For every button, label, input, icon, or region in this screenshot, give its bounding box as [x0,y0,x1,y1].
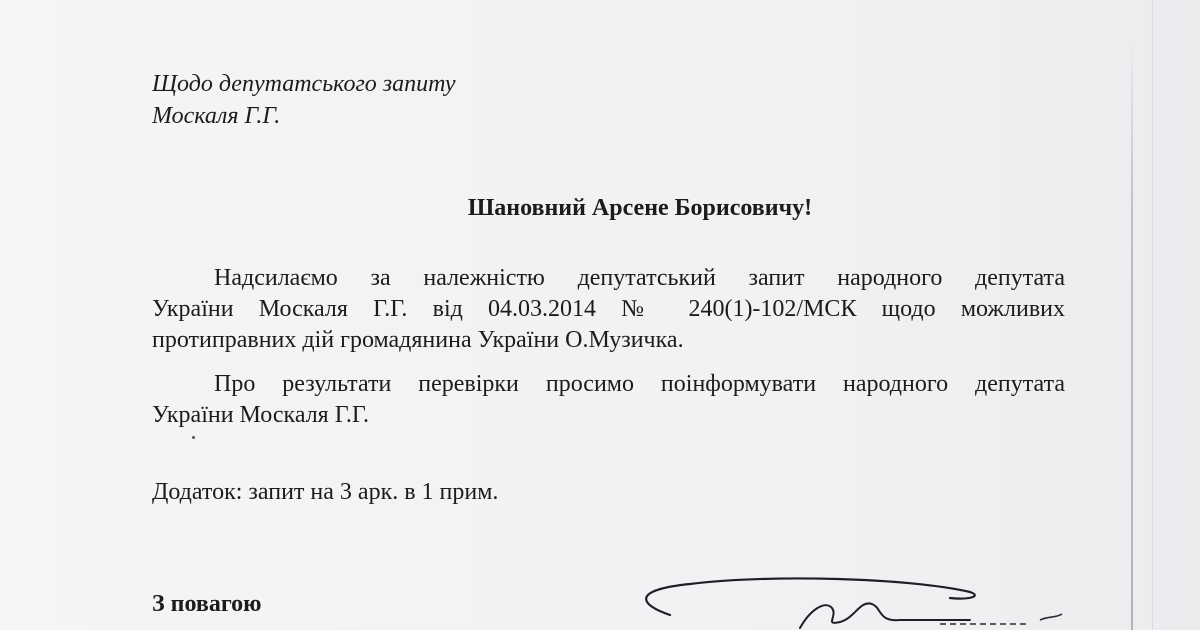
scan-edge-line [1152,0,1153,630]
handwritten-signature [610,560,1110,630]
letter-attachment-note: Додаток: запит на 3 арк. в 1 прим. [152,479,499,505]
subject-line-2: Москаля Г.Г. [152,103,281,129]
paragraph-1-line-2: України Москаля Г.Г. від 04.03.2014 № 240(1)-102/МСК щодо можливих [152,296,1065,322]
letter-paragraph-2 [152,369,1065,431]
subject-line-1: Щодо депутатського запиту [152,71,456,97]
letter-closing: З повагою [152,591,262,617]
paragraph-1-line-3: протиправних дій громадянина України О.Музичка. [152,327,684,353]
letter-subject [152,68,456,132]
paragraph-2-line-2: України Москаля Г.Г. [152,402,370,428]
letter-paragraph-1 [152,263,1065,356]
paragraph-2-line-1: Про результати перевірки просимо поінформувати народного депутата [214,371,1065,397]
scan-fold-line [1131,40,1133,630]
scan-speck [192,436,195,439]
letter-salutation: Шановний Арсене Борисовичу! [467,195,813,221]
paragraph-1-line-1: Надсилаємо за належністю депутатський запит народного депутата [214,265,1065,291]
